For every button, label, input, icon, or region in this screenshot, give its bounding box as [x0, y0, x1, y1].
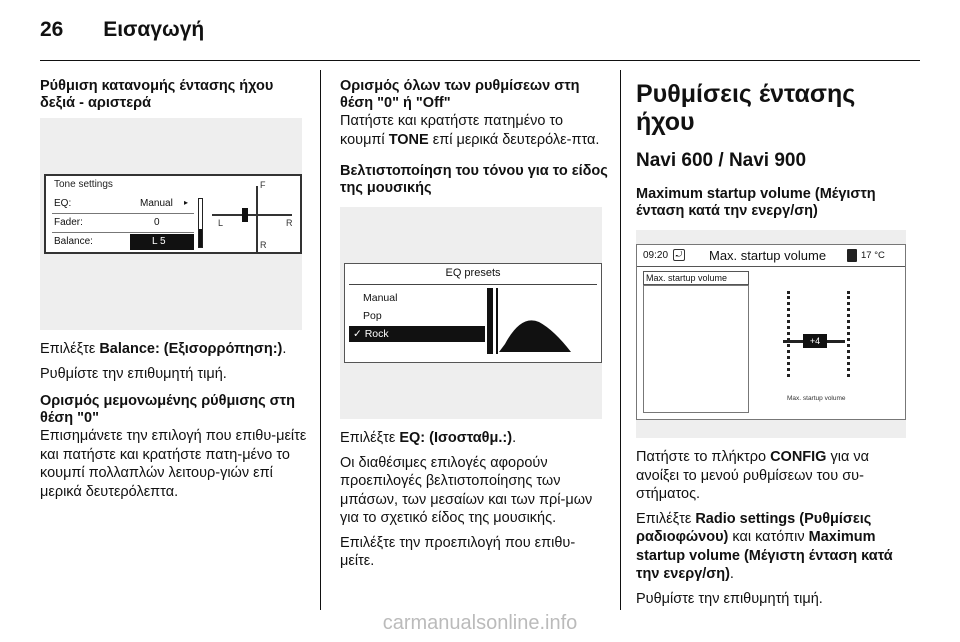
row-divider [52, 232, 194, 233]
scrollbar [198, 198, 203, 248]
column-1 [40, 78, 308, 501]
eq-curve-graphic [499, 304, 599, 354]
paragraph-set-value-3: Ρυθμίστε την επιθυμητή τιμή. [636, 590, 823, 607]
paragraph-select-radio-settings: Επιλέξτε Radio settings (Ρυθμίσεις ραδιοφώνου) και κατόπιν Maximum startup volume (Μέγιστη ένταση κατά την ενεργ/ση). [636, 510, 893, 582]
rear-letter: R [260, 240, 267, 250]
slider-caption: Max. startup volume [787, 395, 846, 402]
status-bar [637, 245, 905, 267]
front-letter: F [260, 180, 266, 190]
screen-title: Max. startup volume [709, 248, 827, 263]
setting-label: Max. startup volume [643, 271, 749, 285]
eq-presets-screen [344, 263, 602, 363]
section-title: Εισαγωγή [103, 18, 205, 41]
right-letter: R [286, 218, 293, 228]
paragraph-eq-description: Οι διαθέσιμες επιλογές αφορούν προεπιλογές βελτιστοποίησης των μπάσων, των μεσαίων και των πρί-μων για το σχετικό είδος της μουσικής. [340, 454, 593, 526]
column-3 [636, 76, 906, 608]
heading-balance: Ρύθμιση κατανομής έντασης ήχου δεξιά - αριστερά [40, 78, 274, 111]
paragraph-select-preset: Επιλέξτε την προεπιλογή που επιθυ-μείτε. [340, 534, 576, 569]
heading-reset-single: Ορισμός μεμονωμένης ρύθμισης στη θέση "0" [40, 393, 295, 426]
heading-volume-settings: Ρυθμίσεις έντασης ήχου [636, 80, 856, 136]
column-divider [320, 70, 321, 610]
max-startup-screen [636, 244, 906, 420]
paragraph-press-config: Πατήστε το πλήκτρο CONFIG για να ανοίξει το μενού ρυθμίσεων του συ-στήματος. [636, 449, 870, 502]
scale-dots-left [787, 291, 790, 377]
fader-row: Fader: 0 [54, 217, 160, 228]
clock-time: 09:20 [643, 250, 669, 261]
left-letter: L [218, 218, 224, 228]
paragraph-select-eq: Επιλέξτε EQ: (Ισοσταθμ.:). [340, 430, 517, 446]
row-divider [52, 213, 194, 214]
column-2 [340, 78, 608, 571]
eq-item-pop: Pop [363, 310, 382, 322]
column-divider [620, 70, 621, 610]
heading-max-startup: Maximum startup volume (Μέγιστη ένταση κατά την ενεργ/ση) [636, 186, 876, 219]
phone-icon [847, 249, 857, 262]
eq-item-rock: ✓ Rock [349, 326, 485, 342]
heading-eq-optimize: Βελτιστοποίηση του τόνου για το είδος της μουσικής [340, 163, 608, 196]
paragraph-reset-all: Πατήστε και κρατήστε πατημένο το κουμπί TONE επί μερικά δευτερόλε-πτα. [340, 113, 600, 148]
paragraph-reset-single: Επισημάνετε την επιλογή που επιθυ-μείτε και πατήστε και κρατήστε πατη-μένο το κουμπί πολλαπλών λειτουρ-γιών επί μερικά δευτερόλεπτα. [40, 428, 307, 500]
temperature: 17 °C [861, 250, 885, 261]
scrollbar [487, 288, 493, 354]
page-header [40, 18, 204, 42]
eq-item-manual: Manual [363, 292, 398, 304]
back-icon: ⤾ [673, 249, 685, 261]
balance-grid-vertical [256, 186, 258, 252]
eq-presets-title: EQ presets [445, 267, 501, 279]
heading-reset-all: Ορισμός όλων των ρυθμίσεων στη θέση "0" ή "Off" [340, 78, 580, 111]
title-divider [349, 284, 597, 285]
header-divider [40, 60, 920, 61]
paragraph-select-balance: Επιλέξτε Balance: (Εξισορρόπηση:). [40, 341, 287, 357]
watermark: carmanualsonline.info [382, 612, 578, 634]
heading-navi-models: Navi 600 / Navi 900 [636, 150, 807, 171]
balance-handle [242, 208, 248, 222]
eq-row: EQ: Manual ▸ [54, 198, 189, 209]
balance-row: Balance: [54, 236, 93, 247]
tone-settings-screen [44, 174, 302, 254]
balance-grid-horizontal [212, 214, 292, 216]
eq-presets-figure [340, 207, 602, 419]
page-number: 26 [40, 18, 64, 41]
tone-settings-figure [40, 118, 302, 330]
arrow-right-icon: ▸ [184, 198, 189, 207]
balance-value-highlight: L 5 [130, 234, 194, 250]
volume-value: +4 [803, 334, 827, 348]
curve-axis [496, 288, 498, 354]
max-startup-figure [636, 230, 906, 438]
scale-dots-right [847, 291, 850, 377]
tone-settings-title: Tone settings [54, 179, 113, 190]
paragraph-set-value: Ρυθμίστε την επιθυμητή τιμή. [40, 365, 227, 382]
side-panel [643, 285, 749, 413]
